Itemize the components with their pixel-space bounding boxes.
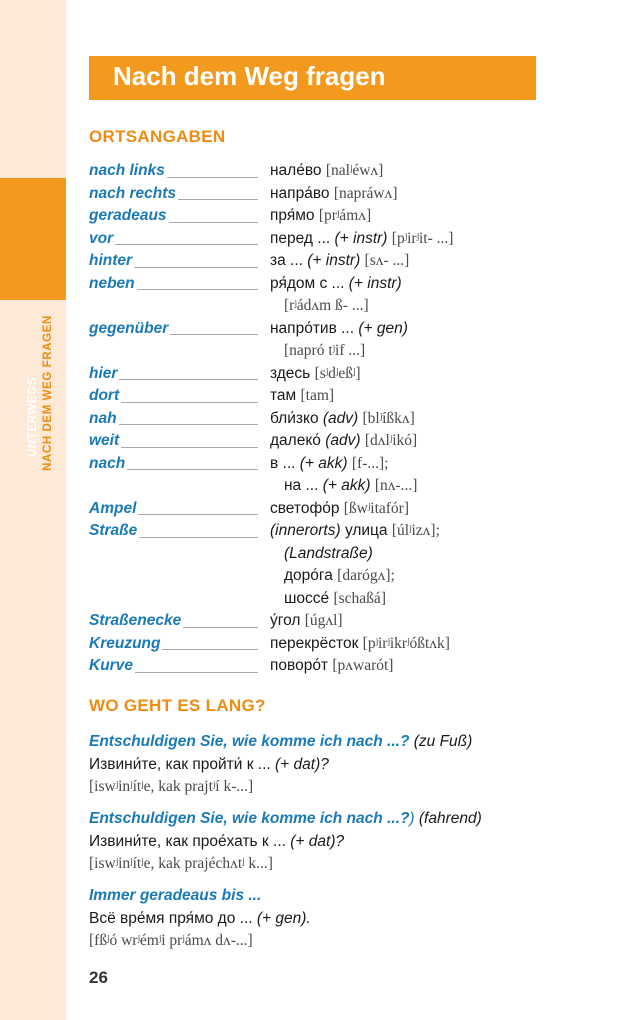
russian-term: перед ... bbox=[270, 229, 335, 247]
grammar-note: (+ dat)? bbox=[290, 832, 345, 850]
transliteration: [pʲirʲikrʲóßtʌk] bbox=[362, 634, 450, 652]
grammar-note: (+ instr) bbox=[334, 229, 392, 247]
phrase-german: Immer geradeaus bis ... bbox=[89, 887, 262, 904]
german-term: nah bbox=[89, 409, 117, 427]
russian-term: там bbox=[270, 387, 301, 404]
phrase-note: (zu Fuß) bbox=[409, 733, 473, 750]
german-term: Kreuzung bbox=[89, 634, 161, 652]
russian-term-alt: на ... bbox=[284, 477, 323, 494]
russian-term: улица bbox=[344, 522, 392, 539]
section-heading-ortsangaben: ORTSANGABEN bbox=[89, 127, 226, 146]
phrase-block bbox=[89, 731, 609, 799]
transliteration: [dʌlʲikó] bbox=[364, 432, 418, 449]
transliteration: [iswʲinʲítʲe, kak prajéchʌtʲ k...] bbox=[89, 855, 273, 872]
transliteration: [darógʌ]; bbox=[337, 567, 395, 584]
vocab-entry bbox=[89, 610, 609, 633]
grammar-note: (+ akk) bbox=[299, 454, 352, 472]
transliteration: [sʌ- ...] bbox=[364, 252, 410, 269]
vocab-entry bbox=[89, 228, 609, 251]
transliteration: [blʲíßkʌ] bbox=[362, 409, 415, 427]
russian-term: напро́тив ... bbox=[270, 319, 359, 337]
phrase-russian: Извини́те, как прое́хать к ... bbox=[89, 832, 291, 850]
russian-term: в ... bbox=[270, 454, 300, 472]
vocab-entry bbox=[89, 250, 609, 273]
german-term: nach bbox=[89, 454, 126, 472]
transliteration: [pʲirʲit- ...] bbox=[391, 229, 454, 247]
russian-term: поворо́т bbox=[270, 657, 333, 674]
page-number: 26 bbox=[89, 968, 108, 987]
russian-term: нале́во bbox=[270, 162, 326, 179]
german-term: nach links bbox=[89, 162, 165, 179]
page-title-bar bbox=[89, 56, 536, 100]
phrase-note: (fahrend) bbox=[414, 810, 482, 827]
german-term: geradeaus bbox=[89, 207, 167, 224]
german-term: nach rechts bbox=[89, 184, 177, 202]
vocab-entry bbox=[89, 363, 609, 386]
vocab-entry bbox=[89, 205, 609, 228]
vocab-entry bbox=[89, 160, 609, 183]
vocab-entry bbox=[89, 408, 609, 431]
phrase-german: Entschuldigen Sie, wie komme ich nach ...? bbox=[89, 733, 410, 750]
russian-term-alt: шоссе́ bbox=[284, 589, 334, 607]
transliteration: [rʲádʌm ß- ...] bbox=[284, 297, 369, 314]
german-term: vor bbox=[89, 229, 114, 247]
russian-term: далеко́ bbox=[270, 432, 326, 449]
german-term: neben bbox=[89, 274, 135, 292]
transliteration: [ßwʲitafór] bbox=[343, 499, 410, 517]
grammar-note: (+ gen). bbox=[256, 909, 311, 927]
transliteration: [iswʲinʲítʲe, kak prajtʲí k-...] bbox=[89, 778, 254, 795]
german-term: gegenüber bbox=[89, 319, 169, 337]
grammar-note: (+ akk) bbox=[322, 477, 375, 494]
vocab-list bbox=[89, 160, 609, 678]
transliteration: [sʲdʲeßʲ] bbox=[314, 364, 361, 382]
phrase-block bbox=[89, 885, 609, 953]
vocab-entry bbox=[89, 183, 609, 206]
grammar-note: (+ dat)? bbox=[275, 755, 329, 773]
russian-term: светофо́р bbox=[270, 499, 344, 517]
grammar-note: (adv) bbox=[325, 432, 365, 449]
russian-term: перекрёсток bbox=[270, 634, 363, 652]
transliteration: [nalʲéwʌ] bbox=[325, 162, 384, 179]
transliteration: [nʌ-...] bbox=[374, 477, 418, 494]
vocab-entry bbox=[89, 273, 609, 318]
section-tab-label: NACH DEM WEG FRAGEN bbox=[42, 315, 54, 471]
russian-term: пря́мо bbox=[270, 207, 319, 224]
chapter-tab-label: UNTERWEGS bbox=[27, 377, 39, 457]
german-term: Straße bbox=[89, 522, 138, 539]
german-term: weit bbox=[89, 432, 120, 449]
german-term: dort bbox=[89, 387, 120, 404]
transliteration: [úgʌl] bbox=[304, 612, 343, 629]
phrase-block bbox=[89, 808, 609, 876]
section-heading-wo-geht-es-lang: WO GEHT ES LANG? bbox=[89, 696, 266, 715]
phrase-note: ) bbox=[409, 810, 415, 827]
grammar-note: (innerorts) bbox=[270, 522, 345, 539]
russian-term: за ... bbox=[270, 252, 308, 269]
transliteration: [f-...]; bbox=[351, 454, 389, 472]
transliteration: [napráwʌ] bbox=[333, 184, 398, 202]
transliteration: [prʲámʌ] bbox=[318, 207, 372, 224]
grammar-note: (Landstraße) bbox=[284, 544, 373, 562]
vocab-entry bbox=[89, 318, 609, 363]
grammar-note: (+ instr) bbox=[307, 252, 365, 269]
grammar-note: (+ instr) bbox=[348, 274, 402, 292]
grammar-note: (+ gen) bbox=[358, 319, 408, 337]
margin-strip bbox=[0, 0, 66, 1020]
phrase-russian: Всё вре́мя пря́мо до ... bbox=[89, 909, 257, 927]
russian-term: бли́зко bbox=[270, 409, 323, 427]
transliteration: [fßʲó wrʲémʲi prʲámʌ dʌ-...] bbox=[89, 932, 253, 949]
vocab-entry bbox=[89, 453, 609, 498]
transliteration: [schaßá] bbox=[333, 589, 386, 607]
vocab-entry bbox=[89, 498, 609, 521]
transliteration: [tam] bbox=[300, 387, 335, 404]
transliteration: [pʌwarót] bbox=[332, 657, 394, 674]
phrase-russian: Извини́те, как пройти́ к ... bbox=[89, 755, 276, 773]
vocab-entry bbox=[89, 633, 609, 656]
vocab-entry bbox=[89, 385, 609, 408]
german-term: Ampel bbox=[89, 499, 137, 517]
russian-term: напра́во bbox=[270, 184, 334, 202]
german-term: Straßenecke bbox=[89, 612, 182, 629]
russian-term: здесь bbox=[270, 364, 315, 382]
german-term: hier bbox=[89, 364, 118, 382]
page-title: Nach dem Weg fragen bbox=[113, 61, 386, 91]
transliteration: [úlʲizʌ]; bbox=[391, 522, 440, 539]
vocab-entry bbox=[89, 430, 609, 453]
german-term: Kurve bbox=[89, 657, 133, 674]
german-term: hinter bbox=[89, 252, 133, 269]
transliteration: [napró tʲif ...] bbox=[284, 342, 366, 359]
vocab-entry bbox=[89, 520, 609, 610]
russian-term: у́гол bbox=[270, 612, 305, 629]
russian-term: ря́дом с ... bbox=[270, 274, 349, 292]
phrase-german: Entschuldigen Sie, wie komme ich nach ...? bbox=[89, 810, 410, 827]
vocab-entry bbox=[89, 655, 609, 678]
grammar-note: (adv) bbox=[322, 409, 363, 427]
russian-term-alt: доро́га bbox=[284, 567, 338, 584]
